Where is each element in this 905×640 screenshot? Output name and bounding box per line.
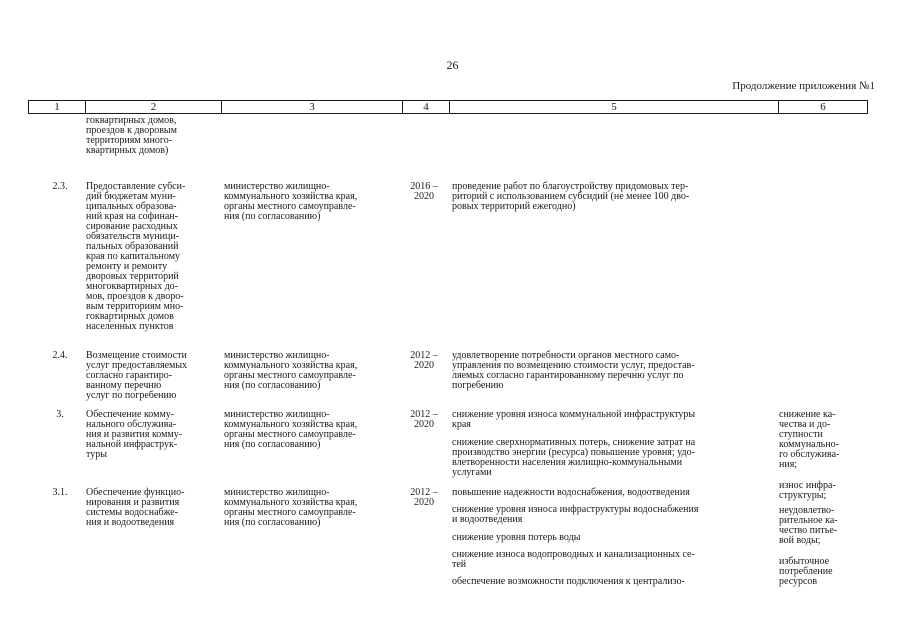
row-3-risks-b: износ инфра- структуры; <box>779 480 836 501</box>
page-number: 26 <box>446 58 459 72</box>
row-3-1-result-c: снижение уровня потерь воды <box>452 532 581 543</box>
cont-row-name: гоквартирных домов, проездов к дворовым территориям много- квартирных домов) <box>86 115 177 156</box>
row-2-3-period: 2016 – 2020 <box>410 181 438 202</box>
header-cell-3: 3 <box>221 100 403 114</box>
row-2-3-number: 2.3. <box>52 181 68 192</box>
row-3-1-period: 2012 – 2020 <box>410 487 438 508</box>
row-3-period: 2012 – 2020 <box>410 409 438 430</box>
row-2-4-result: удовлетворение потребности органов местного само- управления по возмещению стоимости услуг, предостав- ляемых согласно гарантированному перечню услуг по погребению <box>452 350 695 391</box>
row-3-1-result-a: повышение надежности водоснабжения, водоотведения <box>452 487 690 498</box>
row-2-4-period: 2012 – 2020 <box>410 350 438 371</box>
header-cell-4: 4 <box>402 100 450 114</box>
row-3-1-risks-b: избыточное потребление ресурсов <box>779 556 833 587</box>
row-3-1-name: Обеспечение функцио- нирования и развития системы водоснабже- ния и водоотведения <box>86 487 185 528</box>
row-3-1-result-e: обеспечение возможности подключения к централизо- <box>452 576 685 587</box>
row-3-name: Обеспечение комму- нального обслужива- ния и развития комму- нальной инфраструк- туры <box>86 409 183 460</box>
row-3-1-result-d: снижение износа водопроводных и канализационных се- тей <box>452 549 695 570</box>
row-2-3-result: проведение работ по благоустройству придомовых тер- риторий с использованием субсидий (не менее 100 дво- ровых территорий ежегодно) <box>452 181 690 212</box>
row-3-executor: министерство жилищно- коммунального хозяйства края, органы местного самоуправле- ния (по согласованию) <box>224 409 358 450</box>
row-2-4-name: Возмещение стоимости услуг предоставляемых согласно гарантиро- ванному перечню услуг по погребению <box>86 350 188 401</box>
row-3-1-executor: министерство жилищно- коммунального хозяйства края, органы местного самоуправле- ния (по согласованию) <box>224 487 358 528</box>
header-cell-1: 1 <box>28 100 86 114</box>
row-3-result-b: снижение сверхнормативных потерь, снижение затрат на производство энергии (ресурса) повышение уровня; удо- влетворенности населения жилищно-коммунальными услугами <box>452 437 696 478</box>
header-cell-2: 2 <box>85 100 222 114</box>
row-3-result-a: снижение уровня износа коммунальной инфраструктуры края <box>452 409 696 430</box>
continuation-label: Продолжение приложения №1 <box>732 80 875 92</box>
row-2-4-number: 2.4. <box>52 350 68 361</box>
row-3-number: 3. <box>56 409 64 420</box>
row-2-3-executor: министерство жилищно- коммунального хозяйства края, органы местного самоуправле- ния (по согласованию) <box>224 181 358 222</box>
row-2-3-name: Предоставление субси- дий бюджетам муни- ципальных образова- ний края на софинан- сирование расходных обязательств муници- пальных образований края по капитальному ремонту и ремонту дворовых территорий многоквартирных до- мов, проездов к дворо- вым территориям мно- гоквартирных домов населенных пунктов <box>86 181 186 332</box>
row-3-1-number: 3.1. <box>52 487 68 498</box>
row-3-1-risks-a: неудовлетво- рительное ка- чество питье- вой воды; <box>779 505 838 546</box>
row-3-1-result-b: снижение уровня износа инфраструктуры водоснабжения и водоотведения <box>452 504 699 525</box>
header-cell-6: 6 <box>778 100 868 114</box>
header-cell-5: 5 <box>449 100 779 114</box>
row-3-risks-a: снижение ка- чества и до- ступности коммунально- го обслужива- ния; <box>779 409 840 470</box>
row-2-4-executor: министерство жилищно- коммунального хозяйства края, органы местного самоуправле- ния (по согласованию) <box>224 350 358 391</box>
